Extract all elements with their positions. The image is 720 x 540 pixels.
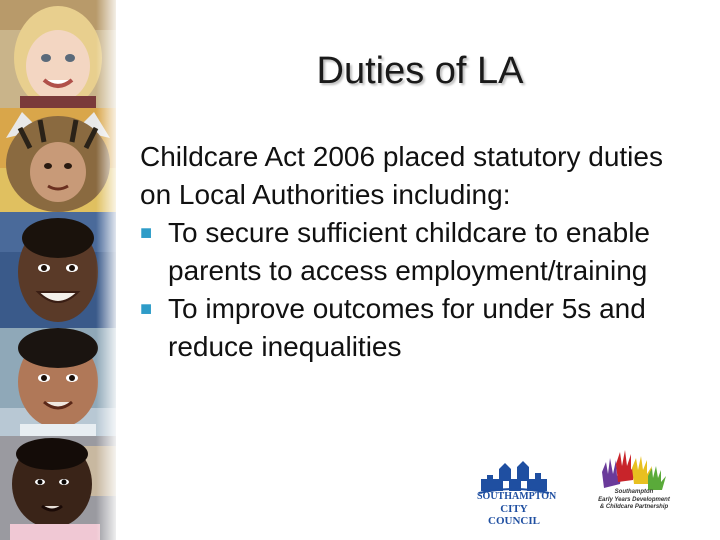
castle-icon (477, 455, 551, 495)
painted-hands-icon (598, 448, 668, 492)
duties-list (140, 214, 700, 366)
partnership-line2: Early Years Development (598, 496, 670, 503)
slide-body (140, 138, 700, 366)
early-years-partnership-logo (598, 448, 668, 492)
slide-title: Duties of LA (316, 50, 524, 92)
partnership-logo-text (592, 489, 676, 512)
square-bullet-icon: ■ (140, 222, 153, 244)
photo-strip-fade (96, 0, 116, 540)
square-bullet-icon: ■ (140, 298, 153, 320)
intro-text: Childcare Act 2006 placed statutory duties on Local Authorities including: (140, 141, 663, 210)
partnership-line3: & Childcare Partnership (599, 504, 669, 510)
partnership-line1: Southampton (614, 489, 654, 495)
council-logo-text (477, 491, 557, 527)
list-item (140, 290, 700, 366)
list-item (140, 214, 700, 290)
council-name-line1: SOUTHAMPTON (477, 491, 557, 502)
bullet-text: To secure sufficient childcare to enable parents to access employment/training (168, 217, 650, 286)
council-name-line2: CITY COUNCIL (488, 503, 540, 527)
bullet-text: To improve outcomes for under 5s and reduce inequalities (168, 293, 646, 362)
children-photo-strip (0, 0, 116, 540)
